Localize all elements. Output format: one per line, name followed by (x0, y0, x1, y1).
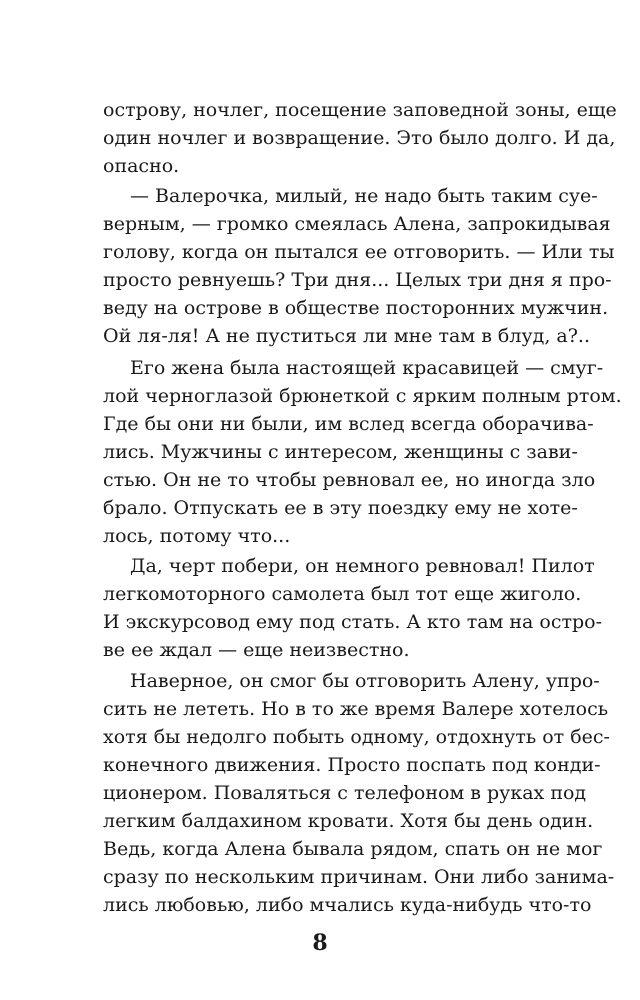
text-line: верным, — громко смеялась Алена, запрокидывая (103, 213, 611, 235)
text-line: стью. Он не то чтобы ревновал ее, но иногда зло (103, 469, 596, 491)
text-line: просто ревнуешь? Три дня... Целых три дня я про- (103, 269, 612, 291)
text-line: голову, когда он пытался ее отговорить. — Или ты (103, 241, 615, 263)
text-line: лись любовью, либо мчались куда-нибудь что-то (103, 894, 592, 916)
text-line: сить не лететь. Но в то же время Валере хотелось (103, 698, 609, 720)
text-line: лой черноглазой брюнеткой с ярким полным ртом. (103, 385, 622, 407)
text-line: Наверное, он смог бы отговорить Алену, упро- (130, 670, 600, 692)
text-line: Да, черт побери, он немного ревновал! Пилот (130, 555, 595, 577)
text-line: острову, ночлег, посещение заповедной зоны, еще (103, 99, 617, 121)
text-line: легкомоторного самолета был тот еще жиголо. (103, 583, 582, 605)
text-line: легким балдахином кровати. Хотя бы день один. (103, 810, 594, 832)
text-line: Ведь, когда Алена бывала рядом, спать он не мог (103, 838, 603, 860)
text-line: конечного движения. Просто поспать под конди- (103, 754, 601, 776)
text-line: Где бы они ни были, им вслед всегда оборачива- (103, 413, 594, 435)
text-line: хотя бы недолго побыть одному, отдохнуть от бес- (103, 726, 610, 748)
text-line: опасно. (103, 155, 180, 177)
text-line: Его жена была настоящей красавицей — смуг- (130, 357, 604, 379)
text-line: сразу по нескольким причинам. Они либо занима- (103, 866, 615, 888)
text-line: лись. Мужчины с интересом, женщины с зави- (103, 441, 578, 463)
text-line: веду на острове в обществе посторонних мужчин. (103, 297, 609, 319)
text-line: И экскурсовод ему под стать. А кто там на остро- (103, 611, 603, 633)
text-line: лось, потому что... (103, 525, 291, 547)
text-line: ве ее ждал — еще неизвестно. (103, 639, 410, 661)
text-line: Ой ля-ля! А не пуститься ли мне там в блуд, а?.. (103, 325, 590, 347)
text-line: ционером. Поваляться с телефоном в руках под (103, 782, 587, 804)
page-number: 8 (312, 930, 328, 956)
text-line: один ночлег и возвращение. Это было долго. И да, (103, 127, 616, 149)
text-line: брало. Отпускать ее в эту поездку ему не хоте- (103, 497, 578, 519)
text-line: — Валерочка, милый, не надо быть таким суе- (130, 185, 598, 207)
